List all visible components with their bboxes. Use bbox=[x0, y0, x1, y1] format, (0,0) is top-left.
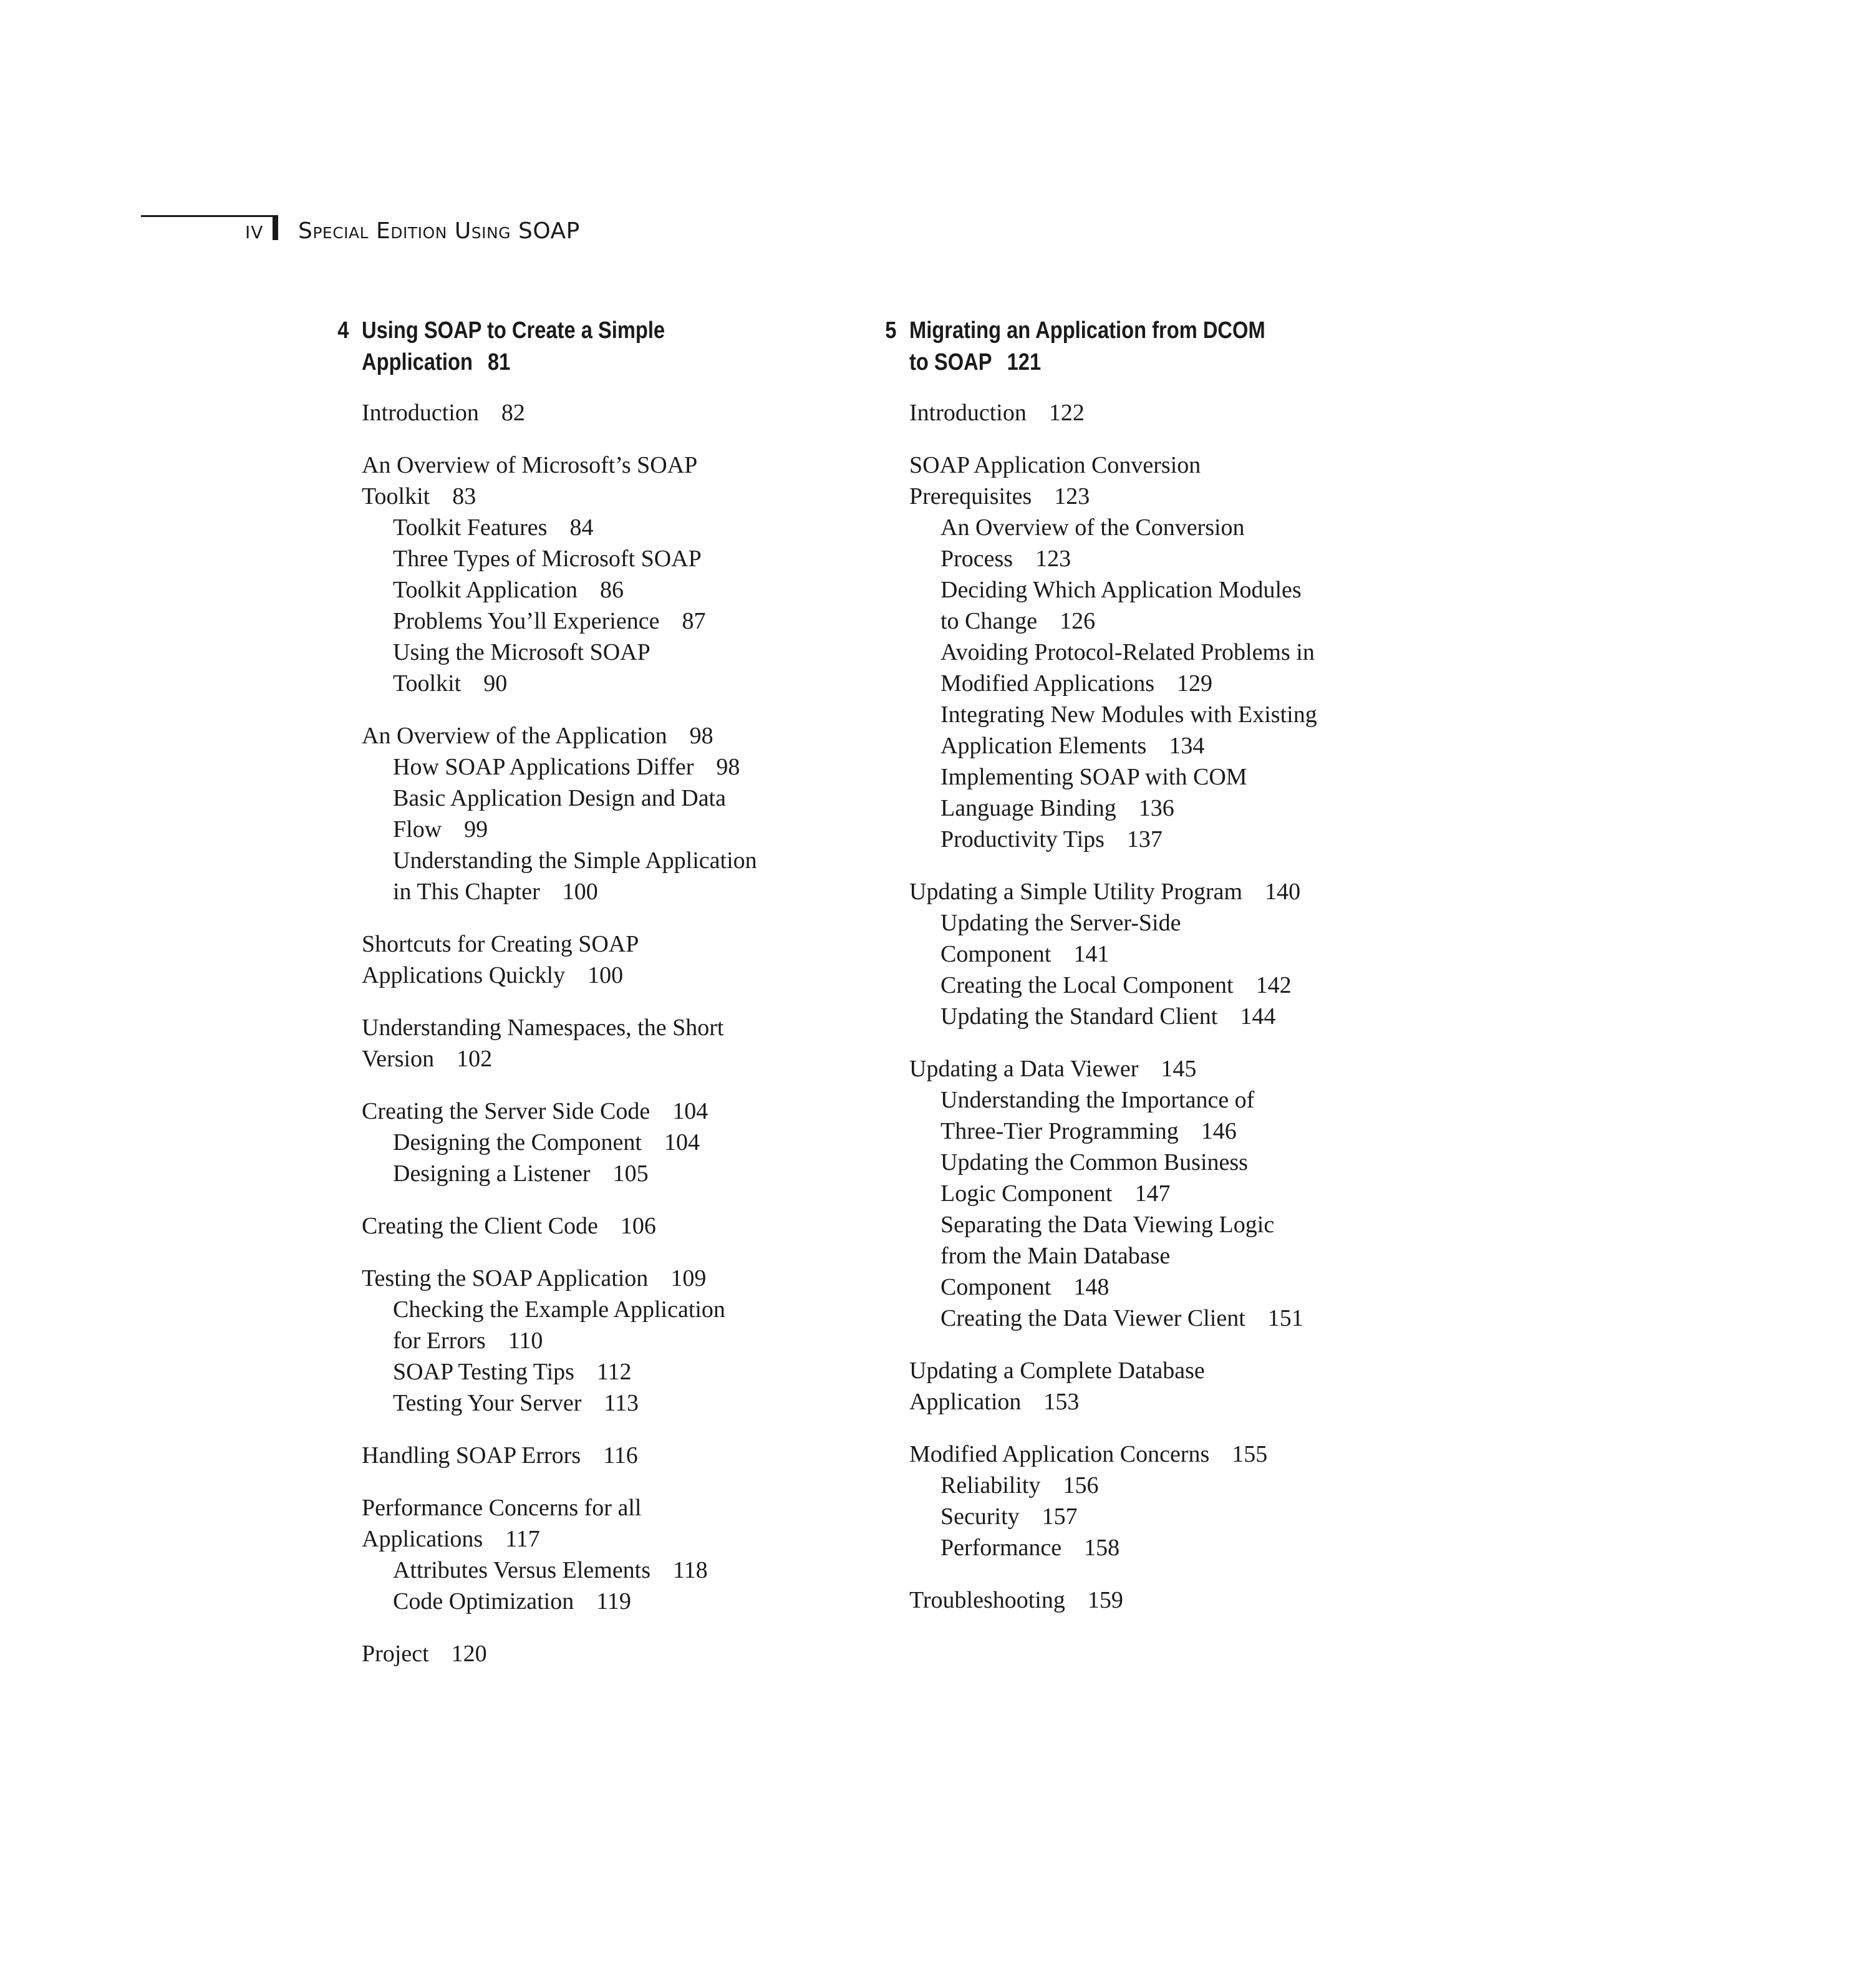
subsection-page: 98 bbox=[716, 754, 740, 780]
section-entry bbox=[362, 1096, 873, 1127]
subsection-entry bbox=[362, 1555, 873, 1586]
section-title: Shortcuts for Creating SOAP Applications Quickly bbox=[362, 931, 639, 988]
section-entry bbox=[909, 1439, 1421, 1470]
section-title: Project bbox=[362, 1641, 429, 1667]
subsection-page: 100 bbox=[562, 879, 598, 905]
section-entry bbox=[362, 450, 873, 512]
toc-section bbox=[362, 720, 873, 907]
subsection-entry bbox=[909, 1303, 1421, 1334]
header-rule bbox=[141, 215, 275, 217]
subsection-entry bbox=[362, 783, 873, 845]
section-entry bbox=[362, 1012, 873, 1074]
chapter-page: 81 bbox=[488, 349, 511, 375]
section-page: 123 bbox=[1054, 483, 1090, 509]
toc-section bbox=[362, 450, 873, 699]
subsection-title: Checking the Example Application for Errors bbox=[393, 1296, 725, 1354]
subsection-page: 110 bbox=[508, 1328, 543, 1354]
chapter-title: Migrating an Application from DCOM to SOAP bbox=[909, 317, 1265, 375]
subsection-title: SOAP Testing Tips bbox=[393, 1359, 574, 1385]
subsection-entry bbox=[909, 637, 1421, 699]
section-page: 83 bbox=[452, 483, 476, 509]
section-page: 98 bbox=[689, 723, 713, 749]
subsection-page: 90 bbox=[483, 670, 508, 697]
subsection-title: Basic Application Design and Data Flow bbox=[393, 785, 726, 842]
subsection-entry bbox=[362, 1356, 873, 1387]
toc-section bbox=[362, 1638, 873, 1669]
section-page: 120 bbox=[451, 1641, 487, 1667]
section-entry bbox=[362, 1492, 873, 1555]
subsection-entry bbox=[909, 1084, 1421, 1147]
page-number: IV bbox=[245, 222, 264, 243]
subsection-page: 144 bbox=[1240, 1003, 1276, 1030]
section-page: 122 bbox=[1048, 400, 1085, 426]
section-title: Performance Concerns for all Applications bbox=[362, 1495, 642, 1552]
subsection-title: Performance bbox=[940, 1535, 1062, 1561]
section-entry bbox=[909, 1355, 1421, 1417]
subsection-entry bbox=[909, 1501, 1421, 1532]
subsection-title: Three Types of Microsoft SOAP Toolkit Application bbox=[393, 546, 702, 603]
subsection-page: 158 bbox=[1084, 1535, 1120, 1561]
section-page: 159 bbox=[1087, 1587, 1123, 1613]
subsection-title: How SOAP Applications Differ bbox=[393, 754, 694, 780]
subsection-page: 147 bbox=[1134, 1180, 1171, 1207]
section-page: 153 bbox=[1043, 1389, 1080, 1415]
section-title: Updating a Complete Database Application bbox=[909, 1358, 1205, 1415]
section-title: Introduction bbox=[909, 400, 1027, 426]
section-title: Handling SOAP Errors bbox=[362, 1442, 581, 1469]
subsection-entry bbox=[909, 970, 1421, 1001]
subsection-page: 123 bbox=[1035, 546, 1071, 572]
subsection-entry bbox=[909, 1470, 1421, 1501]
toc-section bbox=[362, 1012, 873, 1074]
subsection-entry bbox=[909, 1147, 1421, 1209]
section-entry bbox=[909, 397, 1421, 428]
subsection-entry bbox=[362, 637, 873, 699]
subsection-page: 99 bbox=[464, 816, 488, 842]
section-entry bbox=[362, 1440, 873, 1471]
subsection-title: Designing the Component bbox=[393, 1129, 642, 1156]
toc-section bbox=[909, 1439, 1421, 1563]
section-entry bbox=[362, 1210, 873, 1242]
section-title: SOAP Application Conversion Prerequisites bbox=[909, 452, 1201, 509]
subsection-title: Avoiding Protocol-Related Problems in Modified Applications bbox=[940, 639, 1315, 697]
subsection-title: Code Optimization bbox=[393, 1588, 574, 1614]
section-title: Troubleshooting bbox=[909, 1587, 1065, 1613]
section-page: 106 bbox=[620, 1213, 656, 1239]
subsection-page: 113 bbox=[604, 1390, 639, 1416]
section-entry bbox=[909, 876, 1421, 907]
subsection-entry bbox=[909, 699, 1421, 761]
subsection-entry bbox=[362, 1586, 873, 1617]
section-entry bbox=[362, 1638, 873, 1669]
subsection-title: Deciding Which Application Modules to Change bbox=[940, 577, 1302, 634]
section-title: Introduction bbox=[362, 400, 479, 426]
subsection-title: Problems You’ll Experience bbox=[393, 608, 660, 634]
section-title: Creating the Server Side Code bbox=[362, 1098, 650, 1124]
subsection-entry bbox=[909, 1209, 1421, 1303]
subsection-page: 136 bbox=[1138, 795, 1174, 821]
subsection-page: 104 bbox=[664, 1129, 700, 1156]
subsection-entry bbox=[909, 1532, 1421, 1563]
section-title: Creating the Client Code bbox=[362, 1213, 598, 1239]
subsection-title: Testing Your Server bbox=[393, 1390, 582, 1416]
toc-column-chapter-4 bbox=[337, 315, 873, 1669]
section-page: 116 bbox=[603, 1442, 638, 1469]
section-entry bbox=[362, 929, 873, 991]
toc-section bbox=[362, 1096, 873, 1189]
section-entry bbox=[909, 450, 1421, 512]
section-page: 155 bbox=[1232, 1441, 1268, 1467]
section-page: 117 bbox=[505, 1526, 540, 1552]
toc-section bbox=[362, 929, 873, 991]
section-title: Updating a Simple Utility Program bbox=[909, 879, 1243, 905]
section-entry bbox=[909, 1585, 1421, 1616]
subsection-page: 142 bbox=[1255, 972, 1292, 998]
subsection-title: Toolkit Features bbox=[393, 514, 548, 541]
subsection-entry bbox=[362, 1294, 873, 1356]
subsection-page: 119 bbox=[596, 1588, 631, 1614]
subsection-title: Understanding the Simple Application in This Chapter bbox=[393, 847, 757, 905]
section-page: 82 bbox=[501, 400, 525, 426]
chapter-number: 4 bbox=[337, 317, 349, 344]
subsection-page: 126 bbox=[1060, 608, 1096, 634]
section-page: 145 bbox=[1161, 1056, 1197, 1082]
subsection-page: 146 bbox=[1201, 1118, 1237, 1144]
section-page: 104 bbox=[672, 1098, 708, 1124]
toc-column-chapter-5 bbox=[885, 315, 1421, 1616]
subsection-entry bbox=[362, 1158, 873, 1189]
subsection-title: Updating the Server-Side Component bbox=[940, 910, 1181, 967]
subsection-title: Creating the Data Viewer Client bbox=[940, 1305, 1245, 1331]
subsection-entry bbox=[909, 574, 1421, 637]
subsection-page: 141 bbox=[1073, 941, 1110, 967]
subsection-title: Updating the Standard Client bbox=[940, 1003, 1218, 1030]
section-title: Understanding Namespaces, the Short Version bbox=[362, 1015, 724, 1072]
chapter-number: 5 bbox=[885, 317, 897, 344]
toc-section bbox=[362, 1210, 873, 1242]
subsection-title: Using the Microsoft SOAP Toolkit bbox=[393, 639, 650, 697]
section-title: Modified Application Concerns bbox=[909, 1441, 1210, 1467]
chapter-page: 121 bbox=[1007, 349, 1042, 375]
section-entry bbox=[362, 397, 873, 428]
subsection-page: 134 bbox=[1169, 733, 1205, 759]
subsection-title: Reliability bbox=[940, 1472, 1041, 1498]
subsection-page: 105 bbox=[612, 1160, 649, 1187]
subsection-title: An Overview of the Conversion Process bbox=[940, 514, 1245, 572]
subsection-entry bbox=[362, 845, 873, 907]
subsection-entry bbox=[362, 606, 873, 637]
subsection-page: 87 bbox=[682, 608, 706, 634]
subsection-page: 118 bbox=[673, 1557, 708, 1583]
subsection-title: Separating the Data Viewing Logic from the Main Database Component bbox=[940, 1212, 1275, 1300]
toc-section bbox=[362, 1263, 873, 1419]
section-page: 100 bbox=[587, 962, 624, 988]
subsection-entry bbox=[909, 512, 1421, 574]
subsection-page: 129 bbox=[1177, 670, 1213, 697]
subsection-entry bbox=[362, 751, 873, 783]
subsection-entry bbox=[909, 761, 1421, 824]
section-entry bbox=[909, 1053, 1421, 1084]
toc-section bbox=[909, 450, 1421, 855]
section-entry bbox=[362, 720, 873, 751]
section-page: 140 bbox=[1265, 879, 1301, 905]
subsection-title: Implementing SOAP with COM Language Binding bbox=[940, 764, 1247, 821]
section-page: 109 bbox=[670, 1265, 707, 1291]
subsection-title: Updating the Common Business Logic Component bbox=[940, 1149, 1248, 1207]
subsection-page: 151 bbox=[1267, 1305, 1303, 1331]
subsection-title: Productivity Tips bbox=[940, 826, 1105, 852]
subsection-title: Understanding the Importance of Three-Tier Programming bbox=[940, 1087, 1255, 1144]
toc-section bbox=[909, 876, 1421, 1032]
subsection-entry bbox=[362, 1127, 873, 1158]
subsection-title: Security bbox=[940, 1503, 1020, 1530]
subsection-page: 157 bbox=[1042, 1503, 1078, 1530]
chapter-heading bbox=[337, 315, 801, 379]
chapter-title: Using SOAP to Create a Simple Application bbox=[362, 317, 665, 375]
toc-section bbox=[362, 397, 873, 428]
header-bar bbox=[273, 215, 278, 240]
section-title: An Overview of Microsoft’s SOAP Toolkit bbox=[362, 452, 698, 509]
toc-section bbox=[362, 1440, 873, 1471]
subsection-entry bbox=[362, 512, 873, 543]
subsection-page: 148 bbox=[1073, 1274, 1110, 1300]
subsection-page: 86 bbox=[600, 577, 624, 603]
subsection-title: Designing a Listener bbox=[393, 1160, 591, 1187]
subsection-entry bbox=[909, 824, 1421, 855]
subsection-entry bbox=[909, 907, 1421, 970]
toc-section bbox=[909, 1355, 1421, 1417]
subsection-page: 137 bbox=[1126, 826, 1163, 852]
subsection-entry bbox=[362, 1387, 873, 1419]
running-title: Special Edition Using SOAP bbox=[298, 218, 580, 244]
section-entry bbox=[362, 1263, 873, 1294]
chapter-heading bbox=[885, 315, 1349, 379]
subsection-title: Attributes Versus Elements bbox=[393, 1557, 651, 1583]
toc-section bbox=[909, 1053, 1421, 1334]
subsection-title: Integrating New Modules with Existing Application Elements bbox=[940, 702, 1317, 759]
section-title: Testing the SOAP Application bbox=[362, 1265, 649, 1291]
toc-section bbox=[909, 397, 1421, 428]
toc-section bbox=[362, 1492, 873, 1617]
section-title: Updating a Data Viewer bbox=[909, 1056, 1139, 1082]
subsection-page: 112 bbox=[596, 1359, 632, 1385]
section-title: An Overview of the Application bbox=[362, 723, 667, 749]
section-page: 102 bbox=[457, 1046, 493, 1072]
subsection-page: 156 bbox=[1063, 1472, 1099, 1498]
subsection-title: Creating the Local Component bbox=[940, 972, 1234, 998]
toc-section bbox=[909, 1585, 1421, 1616]
subsection-entry bbox=[909, 1001, 1421, 1032]
subsection-page: 84 bbox=[569, 514, 594, 541]
subsection-entry bbox=[362, 543, 873, 606]
